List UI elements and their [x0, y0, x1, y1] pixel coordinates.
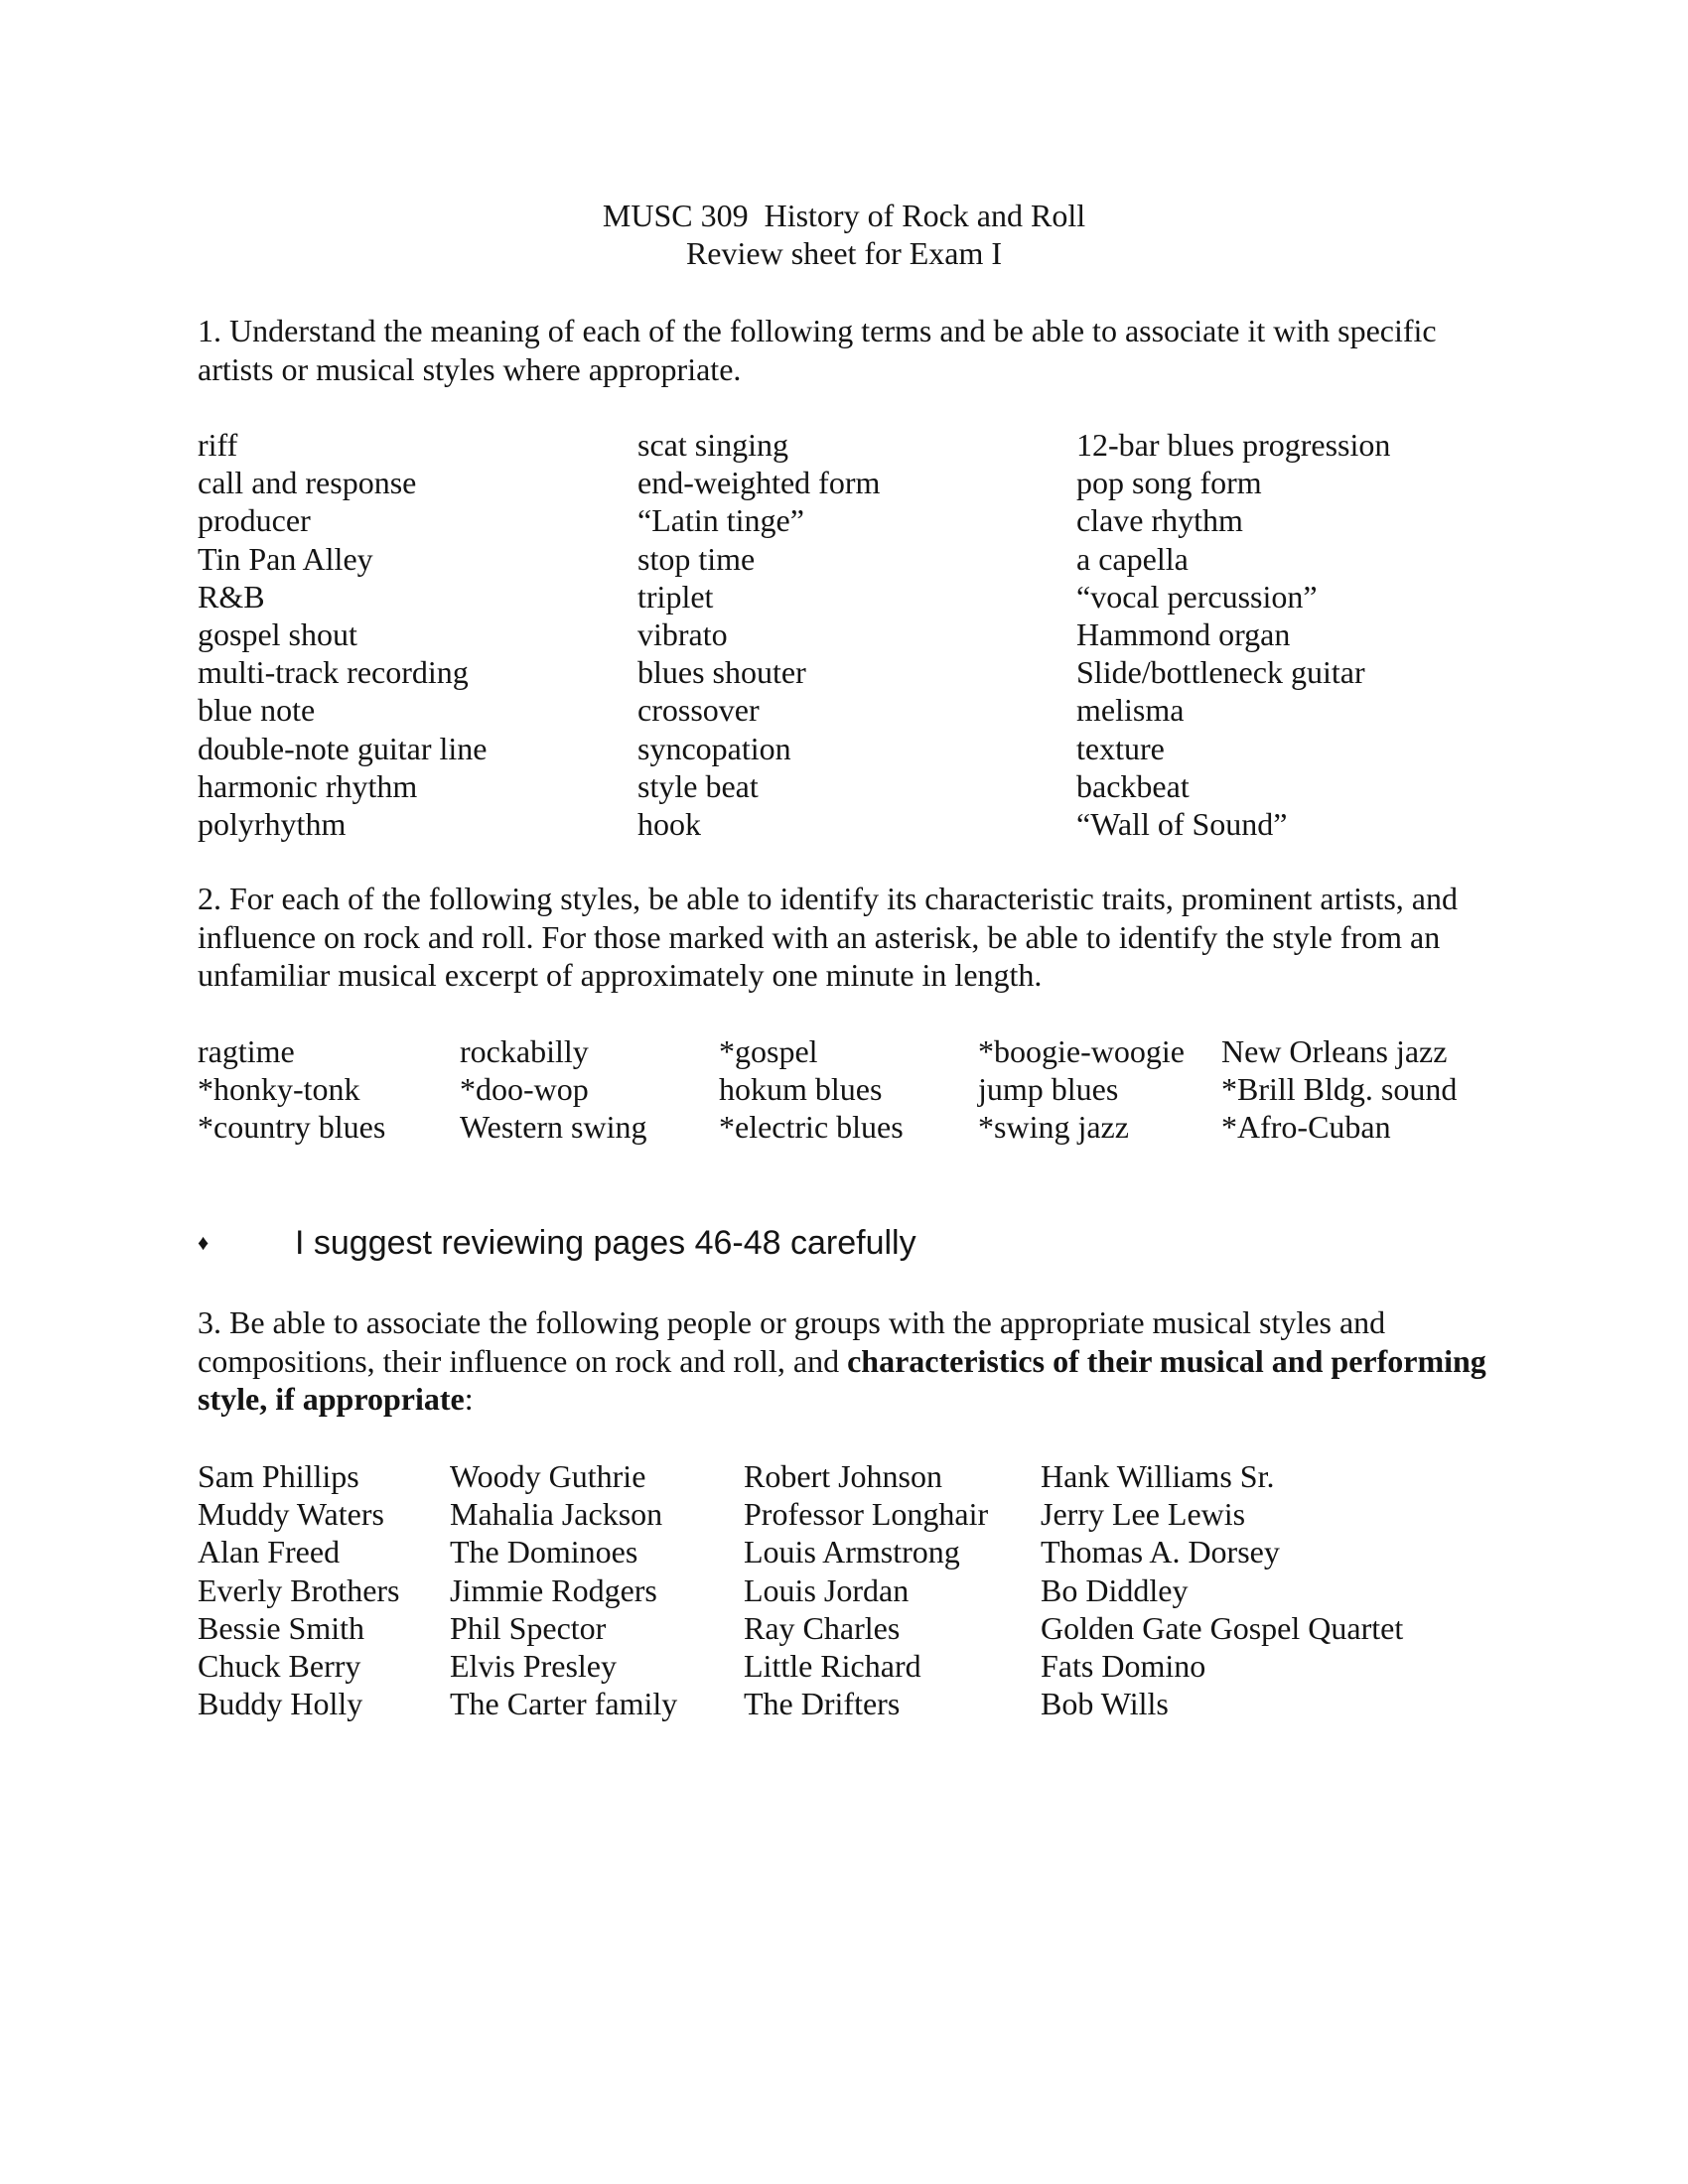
section3-intro-text: 3. Be able to associate the following people or groups with the appropriate musical styles and compositions, their influence on rock and roll, and [198, 1304, 1386, 1379]
terms-column-1 [198, 426, 487, 843]
term-item: syncopation [637, 730, 791, 766]
term-item: scat singing [637, 427, 788, 463]
course-title: MUSC 309 History of Rock and Roll [602, 198, 1086, 233]
person-item: Jerry Lee Lewis [1041, 1496, 1246, 1533]
person-item: The Dominoes [450, 1534, 638, 1570]
term-item: stop time [637, 540, 756, 577]
section1-intro: 1. Understand the meaning of each of the following terms and be able to associate it with specific artists or musical styles where appropriate. [198, 313, 1437, 387]
styles-column-2 [460, 1032, 647, 1147]
style-item: *boogie-woogie [978, 1033, 1185, 1069]
term-item: call and response [198, 465, 417, 501]
term-item: Slide/bottleneck guitar [1076, 654, 1365, 691]
style-item: *honky-tonk [198, 1071, 360, 1108]
term-item: blue note [198, 692, 316, 729]
term-item: end-weighted form [637, 465, 881, 501]
person-item: Robert Johnson [744, 1458, 942, 1494]
person-item: Louis Jordan [744, 1571, 910, 1608]
style-item: *electric blues [719, 1109, 904, 1146]
person-item: Jimmie Rodgers [450, 1571, 657, 1608]
styles-column-4 [978, 1032, 1185, 1147]
term-item: clave rhythm [1076, 502, 1243, 539]
person-item: Louis Armstrong [744, 1534, 960, 1570]
style-item: rockabilly [460, 1033, 589, 1069]
people-column-2 [450, 1457, 677, 1722]
term-item: Hammond organ [1076, 615, 1291, 652]
style-item: *swing jazz [978, 1109, 1129, 1146]
section3-intro [198, 1303, 1488, 1419]
style-item: Western swing [460, 1109, 647, 1146]
person-item: Mahalia Jackson [450, 1496, 663, 1533]
person-item: Fats Domino [1041, 1647, 1206, 1684]
person-item: Professor Longhair [744, 1496, 989, 1533]
diamond-bullet-icon: ♦ [198, 1230, 210, 1255]
section2-intro: 2. For each of the following styles, be able to identify its characteristic traits, prominent artists, and influence on rock and roll. For those marked with an asterisk, be able to identify the style from an unfamiliar musical excerpt of approximately one minute in length. [198, 881, 1458, 993]
person-item: Bob Wills [1041, 1686, 1169, 1722]
style-item: *country blues [198, 1109, 386, 1146]
term-item: style beat [637, 767, 759, 804]
person-item: Phil Spector [450, 1609, 607, 1646]
term-item: triplet [637, 578, 714, 614]
review-tip-text: I suggest reviewing pages 46-48 carefully [295, 1224, 916, 1262]
style-item: ragtime [198, 1033, 295, 1069]
style-item: New Orleans jazz [1221, 1033, 1448, 1069]
person-item: Elvis Presley [450, 1647, 617, 1684]
person-item: Thomas A. Dorsey [1041, 1534, 1280, 1570]
person-item: Bo Diddley [1041, 1571, 1189, 1608]
people-column-3 [744, 1457, 988, 1722]
person-item: Buddy Holly [198, 1686, 363, 1722]
document-header [0, 197, 1688, 272]
document-subtitle: Review sheet for Exam I [685, 235, 1003, 271]
term-item: Tin Pan Alley [198, 540, 373, 577]
term-item: texture [1076, 730, 1165, 766]
person-item: Everly Brothers [198, 1571, 400, 1608]
term-item: crossover [637, 692, 760, 729]
term-item: gospel shout [198, 615, 357, 652]
style-item: *Afro-Cuban [1221, 1109, 1391, 1146]
styles-column-1 [198, 1032, 385, 1147]
person-item: Chuck Berry [198, 1647, 361, 1684]
term-item: a capella [1076, 540, 1189, 577]
person-item: Woody Guthrie [450, 1458, 646, 1494]
term-item: hook [637, 805, 701, 842]
person-item: Golden Gate Gospel Quartet [1041, 1609, 1404, 1646]
people-column-1 [198, 1457, 400, 1722]
term-item: melisma [1076, 692, 1185, 729]
section3-intro-emphasis: characteristics of their musical and performing style, if appropriate [198, 1342, 1486, 1417]
person-item: Ray Charles [744, 1609, 901, 1646]
term-item: backbeat [1076, 767, 1190, 804]
term-item: polyrhythm [198, 805, 347, 842]
person-item: Sam Phillips [198, 1458, 359, 1494]
styles-column-5 [1221, 1032, 1457, 1147]
term-item: R&B [198, 578, 265, 614]
style-item: *Brill Bldg. sound [1221, 1071, 1458, 1108]
terms-column-2 [637, 426, 880, 843]
person-item: Little Richard [744, 1647, 921, 1684]
style-item: hokum blues [719, 1071, 883, 1108]
people-column-4 [1041, 1457, 1403, 1722]
term-item: vibrato [637, 615, 728, 652]
section3-intro-colon: : [464, 1381, 474, 1417]
person-item: The Carter family [450, 1686, 678, 1722]
style-item: *gospel [719, 1033, 818, 1069]
person-item: The Drifters [744, 1686, 901, 1722]
person-item: Bessie Smith [198, 1609, 365, 1646]
style-item: jump blues [978, 1071, 1119, 1108]
term-item: riff [198, 427, 238, 463]
terms-column-3 [1076, 426, 1390, 843]
styles-column-3 [719, 1032, 904, 1147]
term-item: “vocal percussion” [1076, 578, 1318, 614]
person-item: Alan Freed [198, 1534, 341, 1570]
person-item: Hank Williams Sr. [1041, 1458, 1275, 1494]
term-item: 12-bar blues progression [1076, 427, 1391, 463]
term-item: multi-track recording [198, 654, 469, 691]
term-item: harmonic rhythm [198, 767, 418, 804]
person-item: Muddy Waters [198, 1496, 384, 1533]
style-item: *doo-wop [460, 1071, 589, 1108]
term-item: “Latin tinge” [637, 502, 804, 539]
term-item: “Wall of Sound” [1076, 805, 1288, 842]
term-item: pop song form [1076, 465, 1262, 501]
term-item: producer [198, 502, 311, 539]
term-item: blues shouter [637, 654, 806, 691]
term-item: double-note guitar line [198, 730, 488, 766]
